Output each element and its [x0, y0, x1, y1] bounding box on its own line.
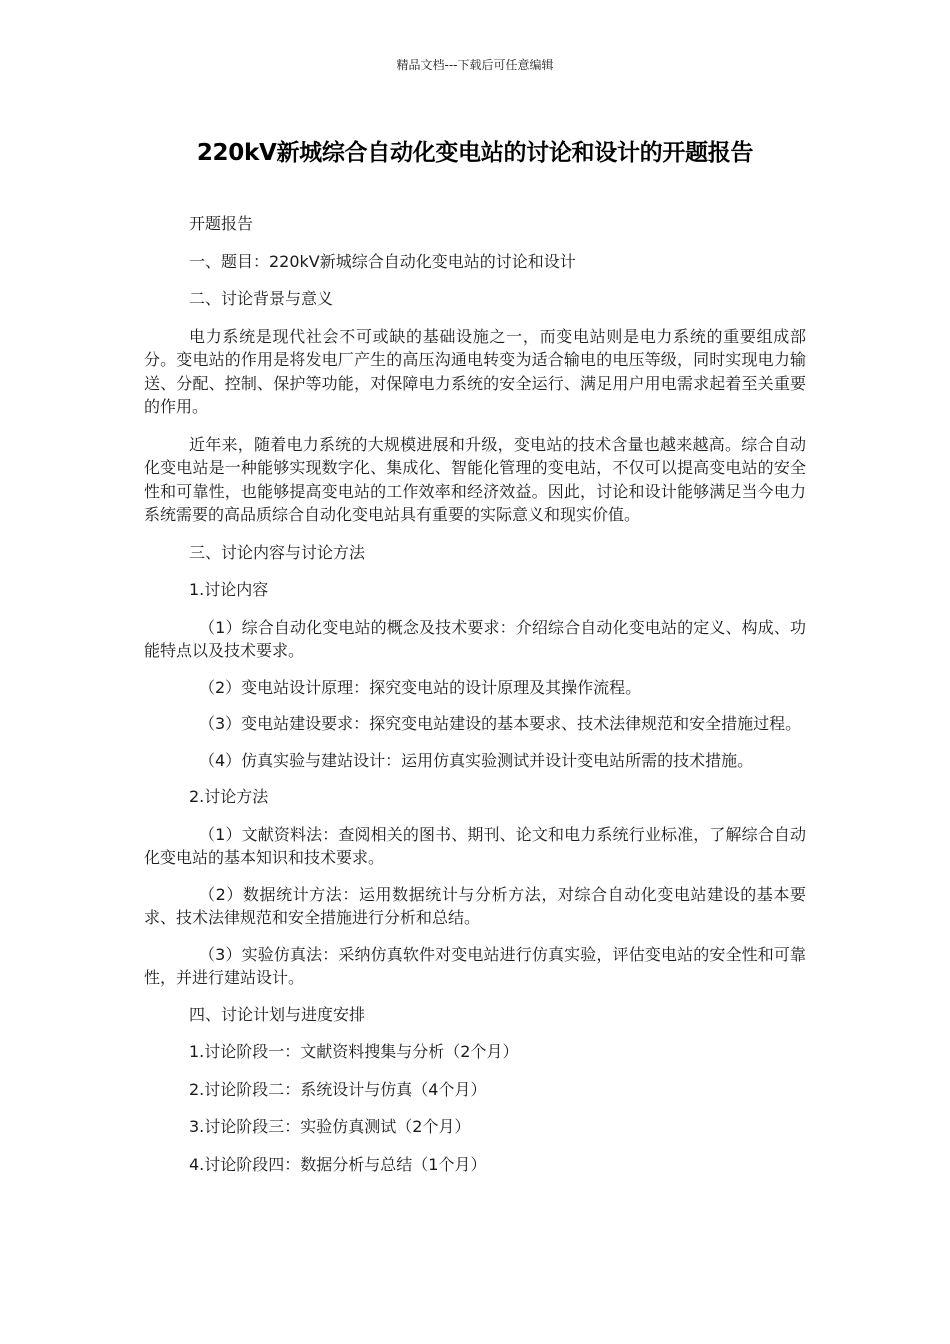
subsection-heading-content: 1.讨论内容 — [189, 580, 269, 599]
schedule-item: 2.讨论阶段二：系统设计与仿真（4个月） — [189, 1079, 487, 1099]
method-item: （1）文献资料法：查阅相关的图书、期刊、论文和电力系统行业标准，了解综合自动化变电站的基本知识和技术要求。 — [144, 824, 806, 867]
content-item: （4）仿真实验与建站设计：运用仿真实验测试并设计变电站所需的技术措施。 — [199, 750, 754, 770]
content-item: （1）综合自动化变电站的概念及技术要求：介绍综合自动化变电站的定义、构成、功能特点以及技术要求。 — [144, 617, 806, 660]
body-paragraph: 近年来，随着电力系统的大规模进展和升级，变电站的技术含量也越来越高。综合自动化变电站是一种能够实现数字化、集成化、智能化管理的变电站，不仅可以提高变电站的安全性和可靠性，也能够提高变电站的工作效率和经济效益。因此，讨论和设计能够满足当今电力系统需要的高品质综合自动化变电站具有重要的实际意义和现实价值。 — [144, 434, 806, 524]
page-header-watermark: 精品文档---下载后可任意编辑 — [396, 58, 554, 72]
schedule-item: 1.讨论阶段一：文献资料搜集与分析（2个月） — [189, 1042, 519, 1061]
schedule-item: 4.讨论阶段四：数据分析与总结（1个月） — [189, 1154, 487, 1174]
method-item: （2）数据统计方法：运用数据统计与分析方法，对综合自动化变电站建设的基本要求、技术法律规范和安全措施进行分析和总结。 — [144, 884, 806, 927]
schedule-item: 3.讨论阶段三：实验仿真测试（2个月） — [189, 1117, 471, 1136]
section-heading-background: 二、讨论背景与意义 — [189, 289, 334, 308]
section-heading-schedule: 四、讨论计划与进度安排 — [189, 1004, 366, 1024]
report-label: 开题报告 — [189, 214, 254, 233]
subsection-heading-methods: 2.讨论方法 — [189, 787, 269, 806]
section-topic: 一、题目：220kV新城综合自动化变电站的讨论和设计 — [189, 251, 576, 271]
method-item: （3）实验仿真法：采纳仿真软件对变电站进行仿真实验，评估变电站的安全性和可靠性，并进行建站设计。 — [144, 944, 806, 987]
document-title: 220kV新城综合自动化变电站的讨论和设计的开题报告 — [196, 140, 754, 166]
content-item: （2）变电站设计原理：探究变电站的设计原理及其操作流程。 — [199, 677, 642, 697]
document-body — [144, 212, 806, 1190]
section-heading-content-methods: 三、讨论内容与讨论方法 — [189, 542, 366, 562]
content-item: （3）变电站建设要求：探究变电站建设的基本要求、技术法律规范和安全措施过程。 — [199, 714, 802, 733]
body-paragraph: 电力系统是现代社会不可或缺的基础设施之一，而变电站则是电力系统的重要组成部分。变电站的作用是将发电厂产生的高压沟通电转变为适合输电的电压等级，同时实现电力输送、分配、控制、保护等功能，对保障电力系统的安全运行、满足用户用电需求起着至关重要的作用。 — [144, 326, 806, 416]
